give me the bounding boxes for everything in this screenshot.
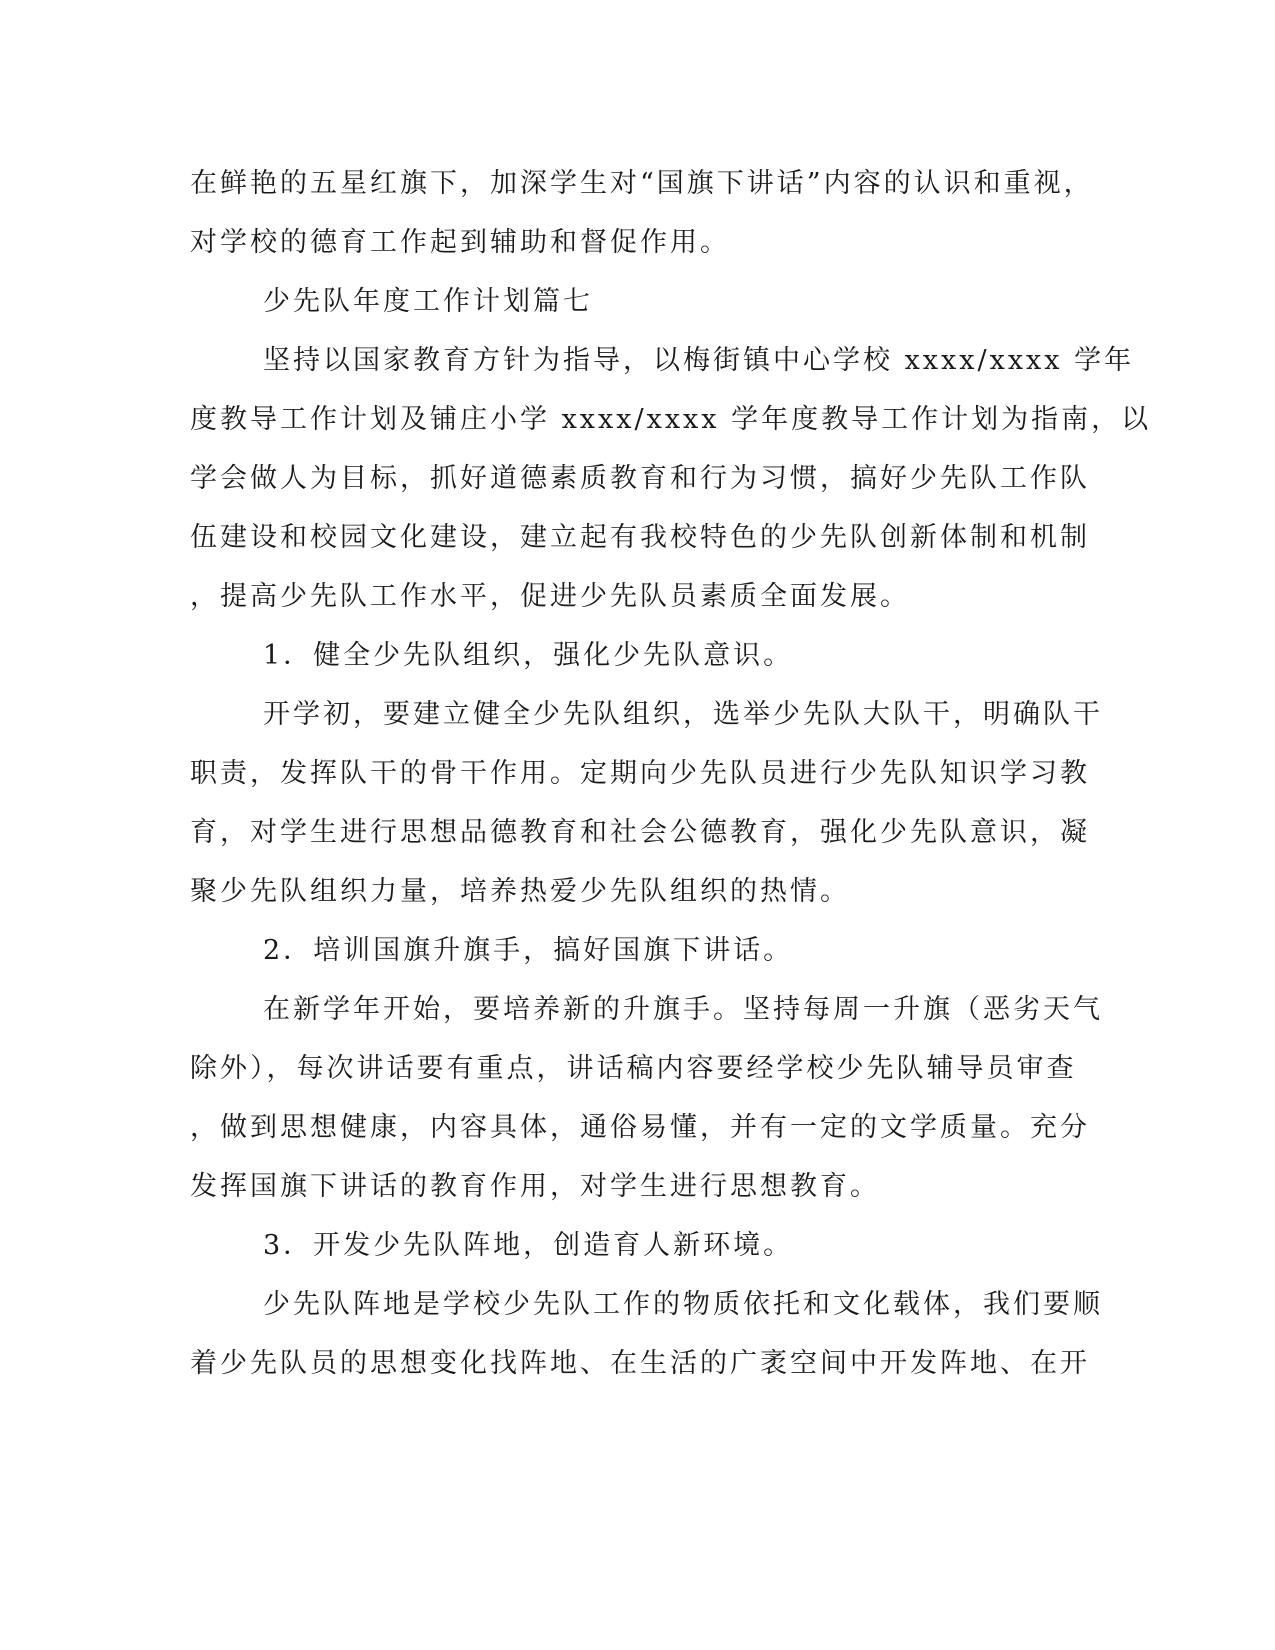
subheading: 2．培训国旗升旗手，搞好国旗下讲话。 (263, 935, 794, 966)
text-line: 职责，发挥队干的骨干作用。定期向少先队员进行少先队知识学习教 (190, 758, 1090, 789)
text-line: 聚少先队组织力量，培养热爱少先队组织的热情。 (190, 876, 850, 907)
subheading: 1．健全少先队组织，强化少先队意识。 (263, 640, 794, 671)
text-line: 开学初，要建立健全少先队组织，选举少先队大队干，明确队干 (263, 699, 1103, 730)
text-line: 育，对学生进行思想品德教育和社会公德教育，强化少先队意识，凝 (190, 817, 1090, 848)
text-line: 学会做人为目标，抓好道德素质教育和行为习惯，搞好少先队工作队 (190, 463, 1090, 494)
subheading: 3．开发少先队阵地，创造育人新环境。 (263, 1230, 794, 1261)
section-title: 少先队年度工作计划篇七 (263, 286, 593, 317)
text-line: 在鲜艳的五星红旗下，加深学生对“国旗下讲话”内容的认识和重视， (190, 168, 1094, 199)
text-line: 在新学年开始，要培养新的升旗手。坚持每周一升旗（恶劣天气 (263, 994, 1103, 1025)
text-line: 着少先队员的思想变化找阵地、在生活的广袤空间中开发阵地、在开 (190, 1348, 1090, 1379)
text-line: 坚持以国家教育方针为指导，以梅街镇中心学校 xxxx/xxxx 学年 (263, 345, 1135, 376)
text-line: 发挥国旗下讲话的教育作用，对学生进行思想教育。 (190, 1171, 880, 1202)
text-line: 度教导工作计划及铺庄小学 xxxx/xxxx 学年度教导工作计划为指南，以 (190, 404, 1152, 435)
text-line: 少先队阵地是学校少先队工作的物质依托和文化载体，我们要顺 (263, 1289, 1103, 1320)
text-line: ，提高少先队工作水平，促进少先队员素质全面发展。 (190, 581, 910, 612)
text-line: ，做到思想健康，内容具体，通俗易懂，并有一定的文学质量。充分 (190, 1112, 1090, 1143)
text-line: 除外），每次讲话要有重点，讲话稿内容要经学校少先队辅导员审查 (190, 1053, 1077, 1084)
text-line: 对学校的德育工作起到辅助和督促作用。 (190, 227, 730, 258)
text-line: 伍建设和校园文化建设，建立起有我校特色的少先队创新体制和机制 (190, 522, 1090, 553)
